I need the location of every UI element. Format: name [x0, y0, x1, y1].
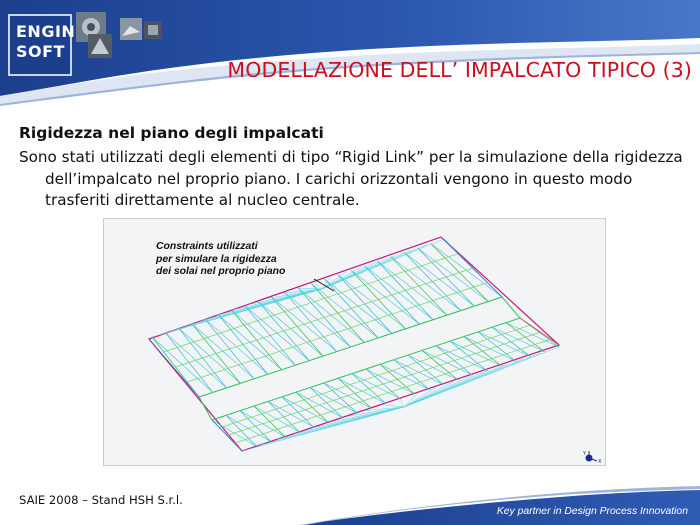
rigid-link — [233, 289, 322, 310]
coordinate-axes-icon — [580, 449, 602, 465]
rigid-link — [383, 405, 404, 407]
logo-line-1: ENGIN — [16, 22, 76, 41]
rigid-link — [322, 239, 444, 289]
thumbnail-image-4 — [144, 21, 162, 39]
rigid-link — [404, 347, 559, 407]
thumbnail-image-2 — [88, 34, 112, 58]
thumbnail-image-3 — [120, 18, 142, 40]
rigid-link — [404, 376, 471, 407]
annotation-line-3: dei solai nel proprio piano — [156, 266, 286, 277]
deck-model-figure — [103, 218, 606, 466]
rigid-link — [404, 387, 436, 407]
mesh-line — [149, 339, 199, 397]
logo-line-2: SOFT — [16, 42, 65, 61]
section-heading: Rigidezza nel piano degli impalcati — [19, 124, 324, 142]
mesh-line — [212, 420, 242, 451]
footer-tagline: Key partner in Design Process Innovation — [496, 506, 688, 517]
rigid-link — [322, 266, 363, 289]
svg-text:Y: Y — [583, 451, 587, 457]
body-paragraph-text: Sono stati utilizzati degli elementi di tipo “Rigid Link” per la simulazione della rigidezza dell’impalcato nel proprio piano. I carichi orizzontali vengono in questo modo trasferiti direttamente al nucleo centrale. — [19, 148, 683, 209]
rigid-link — [401, 399, 405, 407]
annotation-line-2: per simulare la rigidezza — [156, 253, 277, 265]
rigid-link — [312, 407, 404, 428]
mesh-line — [235, 340, 550, 444]
mesh-line — [176, 268, 474, 367]
enginsoft-logo — [8, 14, 76, 76]
figure-annotation — [156, 241, 285, 279]
rigid-link — [298, 288, 322, 289]
svg-text:X: X — [598, 459, 602, 465]
mesh-line — [227, 333, 540, 436]
rigid-link — [295, 407, 404, 434]
annotation-line-1: Constraints utilizzati — [156, 241, 258, 252]
slide-title: MODELLAZIONE DELL’ IMPALCATO TIPICO (3) — [227, 58, 692, 82]
rigid-link — [404, 393, 418, 407]
footer-left-text: SAIE 2008 – Stand HSH S.r.l. — [19, 493, 183, 507]
rigid-link — [266, 289, 322, 299]
body-paragraph — [19, 147, 691, 212]
